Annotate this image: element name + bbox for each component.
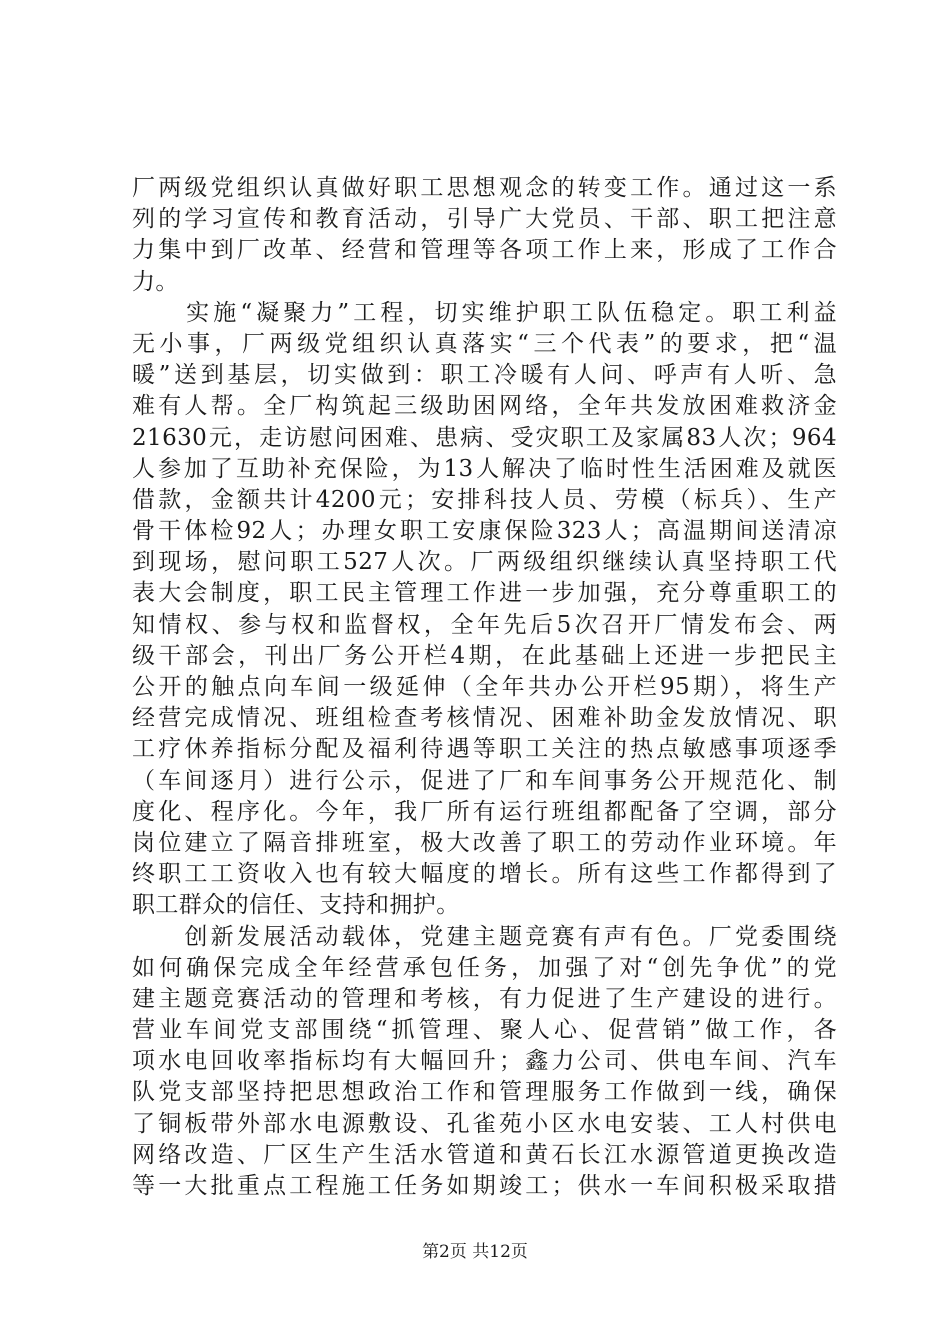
text-line: 骨干体检92人；办理女职工安康保险323人；高温期间送清凉: [132, 518, 837, 545]
text-line: 厂两级党组织认真做好职工思想观念的转变工作。通过这一系: [132, 175, 837, 201]
text-line: 网络改造、厂区生产生活水管道和黄石长江水源管道更换改造: [132, 1141, 837, 1168]
text-line: 人参加了互助补充保险，为13人解决了临时性生活困难及就医: [132, 455, 837, 482]
text-line: 经营完成情况、班组检查考核情况、困难补助金发放情况、职: [132, 705, 837, 732]
text-line: 列的学习宣传和教育活动，引导广大党员、干部、职工把注意: [132, 206, 837, 233]
text-line: 级干部会，刊出厂务公开栏4期，在此基础上还进一步把民主: [132, 642, 837, 669]
text-line: 21630元，走访慰问困难、患病、受灾职工及家属83人次；964: [132, 424, 837, 451]
text-line: 如何确保完成全年经营承包任务，加强了对“创先争优”的党: [132, 954, 837, 981]
text-line: 项水电回收率指标均有大幅回升；鑫力公司、供电车间、汽车: [132, 1048, 837, 1075]
text-line: 等一大批重点工程施工任务如期竣工；供水一车间积极采取措: [132, 1173, 837, 1199]
text-line: 知情权、参与权和监督权，全年先后5次召开厂情发布会、两: [132, 611, 837, 638]
text-line: 度化、程序化。今年，我厂所有运行班组都配备了空调，部分: [132, 798, 837, 825]
text-line: 了铜板带外部水电源敷设、孔雀苑小区水电安装、工人村供电: [132, 1110, 837, 1137]
text-line: （车间逐月）进行公示，促进了厂和车间事务公开规范化、制: [132, 767, 837, 794]
text-line: 建主题竞赛活动的管理和考核，有力促进了生产建设的进行。: [132, 985, 837, 1012]
text-line: 暖”送到基层，切实做到：职工冷暖有人问、呼声有人听、急: [132, 362, 837, 389]
text-line: 岗位建立了隔音排班室，极大改善了职工的劳动作业环境。年: [132, 829, 837, 856]
text-line: 终职工工资收入也有较大幅度的增长。所有这些工作都得到了: [132, 861, 837, 888]
text-line: 无小事，厂两级党组织认真落实“三个代表”的要求，把“温: [132, 330, 837, 357]
text-line: 创新发展活动载体，党建主题竞赛有声有色。厂党委围绕: [132, 923, 837, 950]
text-line: 职工群众的信任、支持和拥护。: [132, 892, 460, 919]
text-line: 公开的触点向车间一级延伸（全年共办公开栏95期），将生产: [132, 674, 837, 700]
text-line: 队党支部坚持把思想政治工作和管理服务工作做到一线，确保: [132, 1079, 837, 1106]
text-line: 借款，金额共计4200元；安排科技人员、劳模（标兵）、生产: [132, 486, 837, 513]
text-line: 营业车间党支部围绕“抓管理、聚人心、促营销”做工作，各: [132, 1017, 837, 1044]
page-footer: 第2页 共12页: [422, 1242, 528, 1262]
text-line: 表大会制度，职工民主管理工作进一步加强，充分尊重职工的: [132, 580, 837, 607]
text-line: 力。: [132, 268, 179, 295]
text-line: 工疗休养指标分配及福利待遇等职工关注的热点敏感事项逐季: [132, 736, 837, 763]
text-line: 难有人帮。全厂构筑起三级助困网络，全年共发放困难救济金: [132, 393, 837, 420]
text-line: 到现场，慰问职工527人次。厂两级组织继续认真坚持职工代: [132, 549, 837, 576]
text-line: 实施“凝聚力”工程，切实维护职工队伍稳定。职工利益: [132, 299, 837, 326]
text-line: 力集中到厂改革、经营和管理等各项工作上来，形成了工作合: [132, 237, 837, 264]
document-body: [132, 173, 837, 1202]
